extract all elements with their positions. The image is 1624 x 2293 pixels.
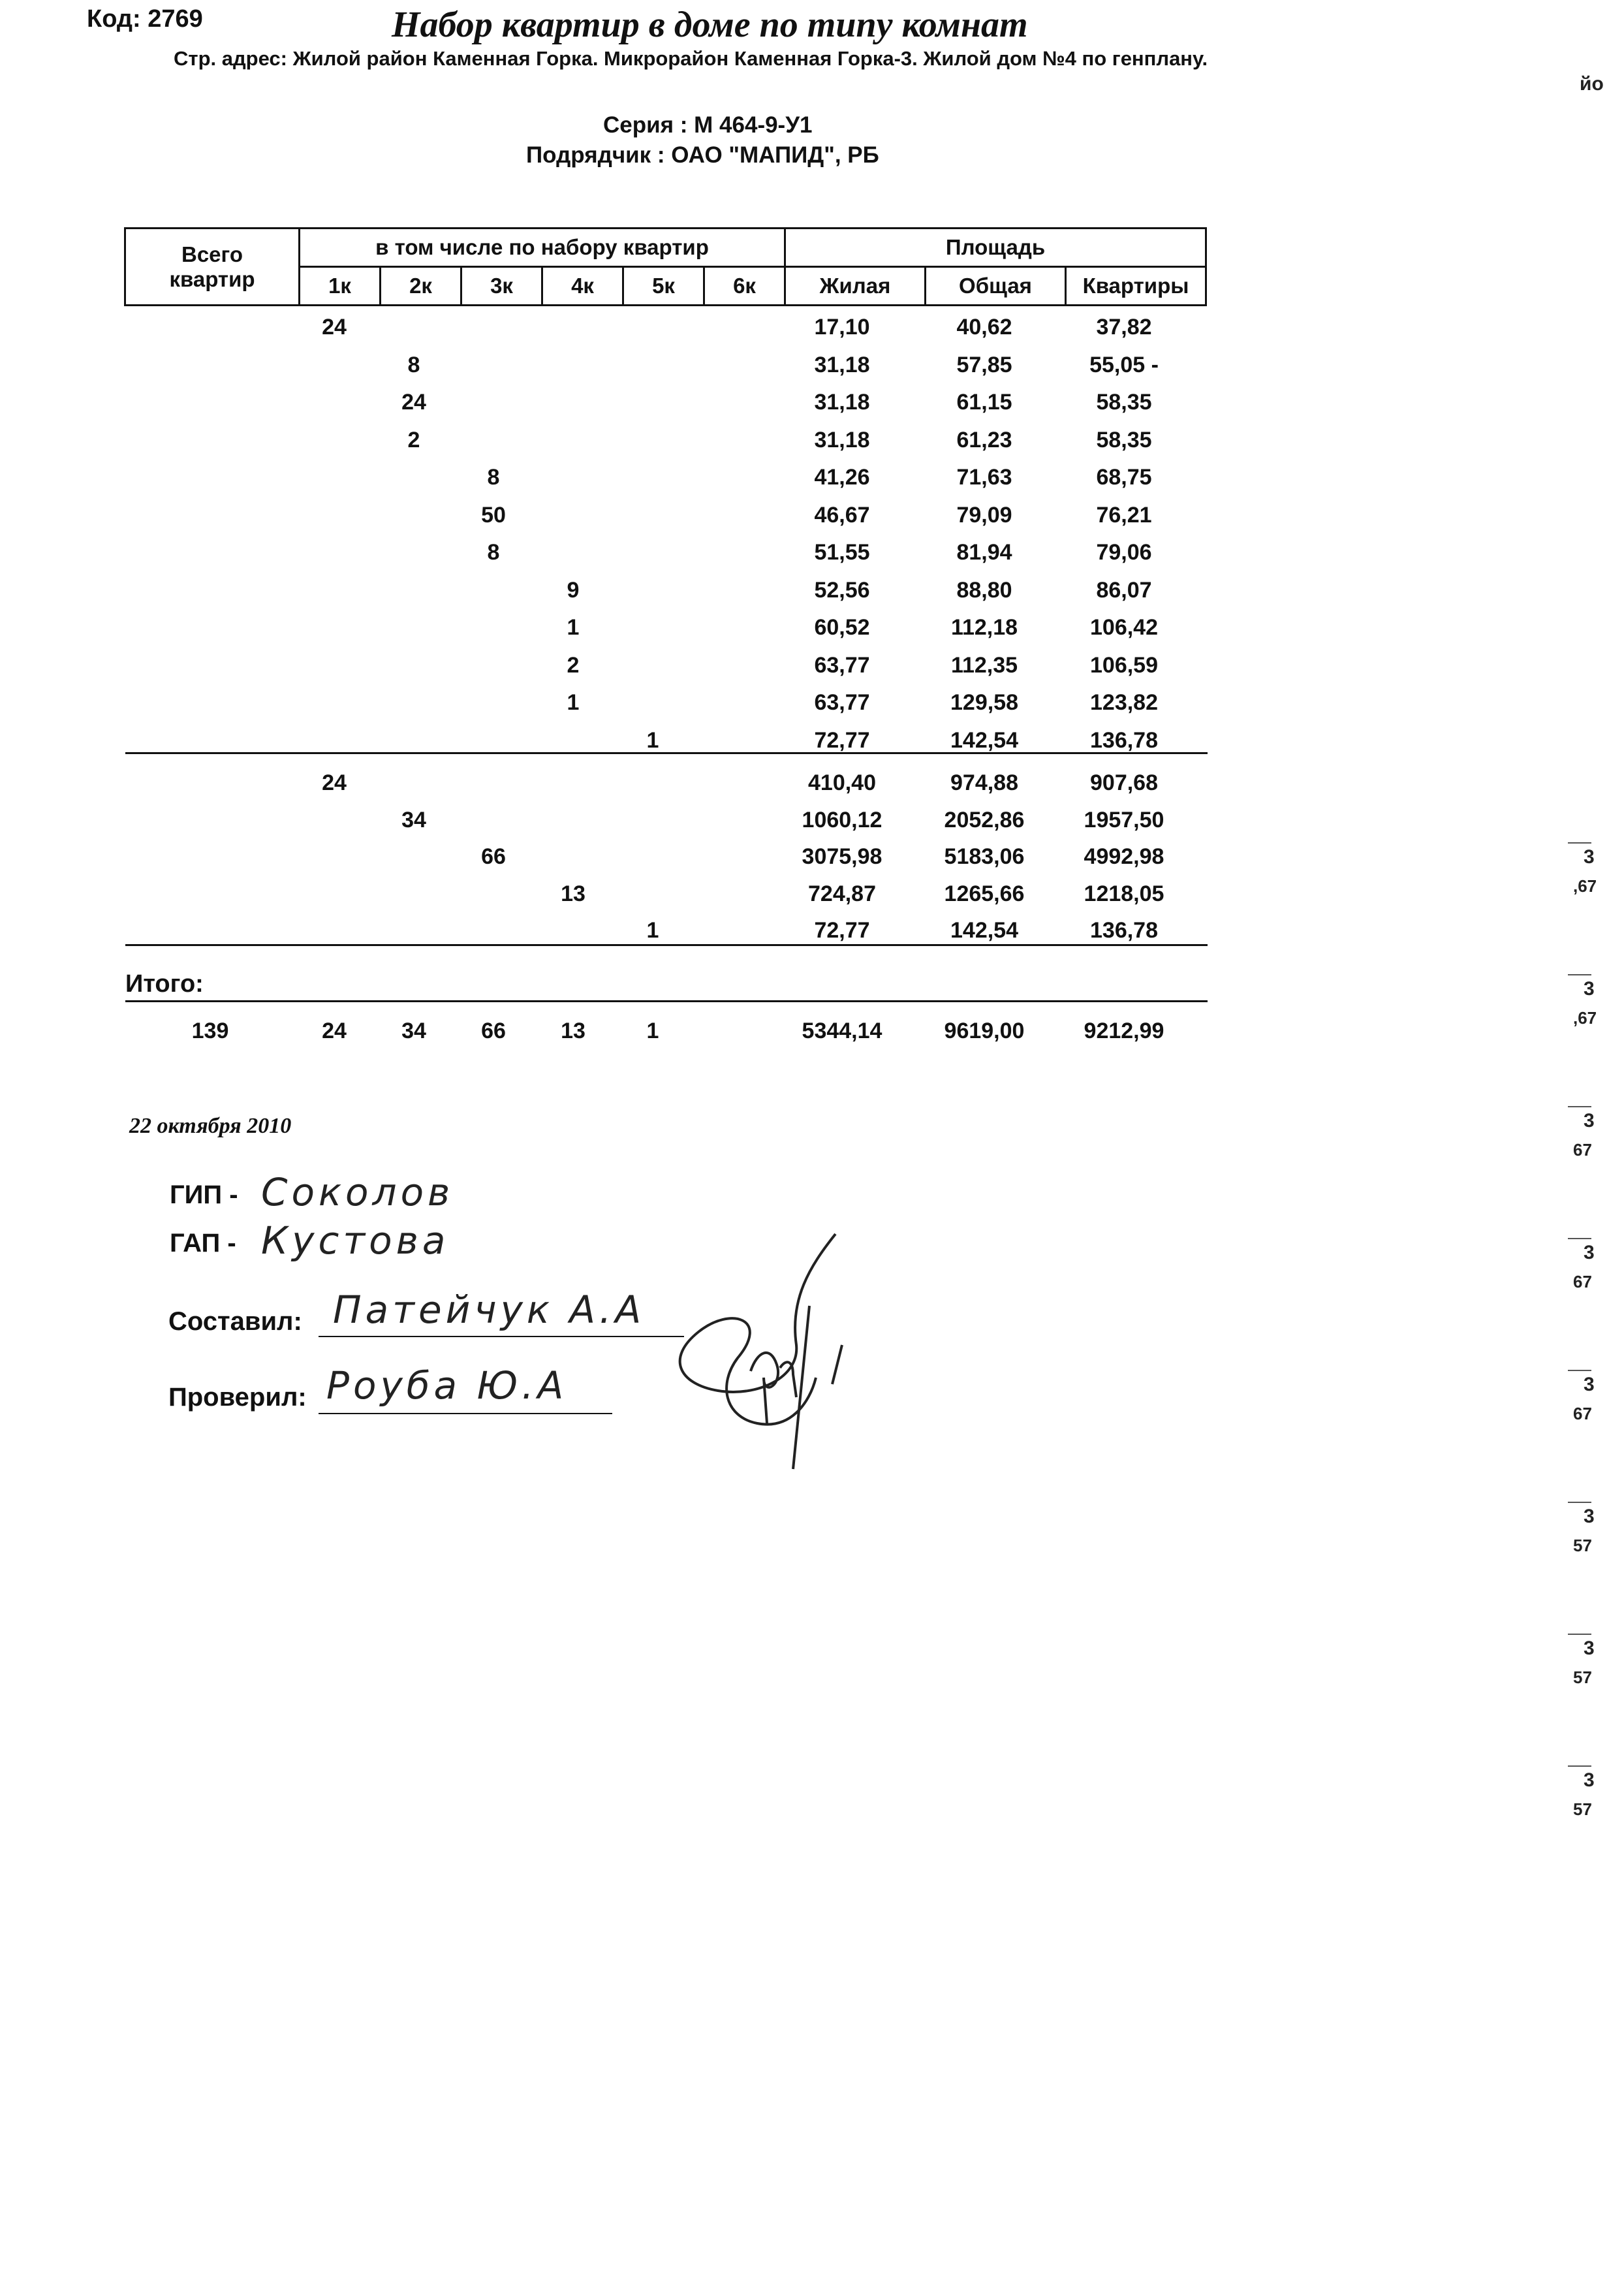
itogo-label: Итого: [125, 970, 204, 998]
edge-fragment: йо [1580, 73, 1604, 95]
checked-label: Проверил: [168, 1383, 307, 1412]
apt-area-cell: 58,35 [1096, 390, 1152, 415]
total-area-cell: 79,09 [956, 502, 1012, 528]
total-area-cell: 112,18 [950, 615, 1018, 640]
subtotal-count-cell: 66 [481, 844, 506, 869]
apt-area-cell: 58,35 [1096, 427, 1152, 452]
signature-line [319, 1336, 684, 1337]
row-count-cell: 2 [407, 427, 420, 452]
edge-fragment: 3 [1584, 1374, 1595, 1395]
apt-area-cell: 123,82 [1090, 690, 1158, 715]
subtotal-count-cell: 13 [561, 881, 586, 906]
subtotal-total-cell: 1265,66 [944, 881, 1025, 906]
subtotal-living-cell: 1060,12 [802, 807, 882, 832]
living-area-cell: 63,77 [814, 652, 870, 678]
contractor-line: Подрядчик : ОАО "МАПИД", РБ [526, 142, 879, 168]
area-col-header: Квартиры [1066, 267, 1206, 306]
gap-label: ГАП - [170, 1229, 236, 1257]
total-area-cell: 112,35 [950, 652, 1018, 678]
col-group-header: в том числе по набору квартир [300, 229, 785, 267]
room-col-header: 1к [300, 267, 381, 306]
edge-fragment: 3 [1584, 1242, 1595, 1263]
apt-area-cell: 79,06 [1096, 540, 1152, 565]
edge-fragment: 67 [1573, 1404, 1592, 1423]
row-count-cell: 1 [567, 690, 580, 715]
edge-fragment: 3 [1584, 978, 1595, 1000]
room-col-header: 3к [461, 267, 542, 306]
subtotal-apt-cell: 1957,50 [1084, 807, 1164, 832]
document-code: Код: 2769 [87, 5, 203, 33]
total-area-cell: 129,58 [950, 690, 1018, 715]
apt-area-cell: 68,75 [1096, 465, 1152, 490]
room-col-header: 5к [623, 267, 704, 306]
edge-fragment: 57 [1573, 1799, 1592, 1819]
row-count-cell: 2 [567, 652, 580, 678]
living-area-cell: 52,56 [814, 577, 870, 603]
subtotal-apt-cell: 4992,98 [1084, 844, 1164, 869]
col-total-header: Всего квартир [125, 229, 300, 306]
divider-line [125, 1000, 1208, 1002]
gip-name: Соколов [261, 1170, 454, 1214]
itogo-living-cell: 5344,14 [802, 1019, 882, 1043]
itogo-room-cell: 13 [561, 1019, 586, 1043]
living-area-cell: 31,18 [814, 352, 870, 377]
subtotal-living-cell: 724,87 [808, 881, 876, 906]
gip-label: ГИП - [170, 1180, 238, 1209]
total-area-cell: 57,85 [956, 352, 1012, 377]
total-area-cell: 71,63 [956, 465, 1012, 490]
subtotal-count-cell: 24 [322, 770, 347, 795]
area-col-header: Жилая [785, 267, 926, 306]
itogo-apt-cell: 9212,99 [1084, 1019, 1164, 1043]
row-count-cell: 1 [567, 615, 580, 640]
total-area-cell: 81,94 [956, 540, 1012, 565]
subtotal-total-cell: 142,54 [950, 918, 1018, 943]
living-area-cell: 31,18 [814, 427, 870, 452]
edge-fragment: 3 [1584, 1506, 1595, 1527]
itogo-room-cell: 24 [322, 1019, 347, 1043]
compiled-label: Составил: [168, 1307, 302, 1336]
edge-line [1568, 1370, 1591, 1371]
edge-fragment: ,67 [1573, 1008, 1597, 1028]
row-count-cell: 9 [567, 577, 580, 603]
col-area-header: Площадь [785, 229, 1206, 267]
subtotal-living-cell: 410,40 [808, 770, 876, 795]
subtotal-total-cell: 2052,86 [944, 807, 1025, 832]
apt-area-cell: 76,21 [1096, 502, 1152, 528]
total-area-cell: 61,15 [956, 390, 1012, 415]
subtotal-count-cell: 34 [401, 807, 426, 832]
area-col-header: Общая [926, 267, 1066, 306]
building-address: Стр. адрес: Жилой район Каменная Горка. Микрорайон Каменная Горка-3. Жилой дом №4 по генплану. [174, 47, 1208, 70]
living-area-cell: 72,77 [814, 727, 870, 753]
living-area-cell: 17,10 [814, 315, 870, 340]
subtotal-living-cell: 3075,98 [802, 844, 882, 869]
edge-fragment: ,67 [1573, 876, 1597, 896]
total-area-cell: 88,80 [956, 577, 1012, 603]
room-col-header: 4к [542, 267, 623, 306]
total-area-cell: 142,54 [950, 727, 1018, 753]
itogo-room-cell: 34 [401, 1019, 426, 1043]
edge-line [1568, 1634, 1591, 1635]
living-area-cell: 60,52 [814, 615, 870, 640]
document-title: Набор квартир в доме по типу комнат [392, 5, 1028, 45]
itogo-room-cell: 66 [481, 1019, 506, 1043]
room-col-header: 2к [381, 267, 461, 306]
subtotal-apt-cell: 136,78 [1090, 918, 1158, 943]
apt-area-cell: 86,07 [1096, 577, 1152, 603]
divider-line [125, 752, 1208, 754]
subtotal-total-cell: 974,88 [950, 770, 1018, 795]
living-area-cell: 46,67 [814, 502, 870, 528]
row-count-cell: 1 [646, 727, 659, 753]
itogo-total-cell: 139 [191, 1019, 229, 1043]
signature-line [319, 1413, 612, 1414]
apt-area-cell: 37,82 [1096, 315, 1152, 340]
checked-name: Роуба Ю.А [326, 1363, 568, 1408]
edge-line [1568, 1502, 1591, 1503]
edge-line [1568, 1765, 1591, 1767]
table-header [124, 227, 1207, 306]
apt-area-cell: 55,05 - [1089, 352, 1159, 377]
row-count-cell: 8 [487, 465, 500, 490]
edge-line [1568, 1106, 1591, 1107]
total-area-cell: 40,62 [956, 315, 1012, 340]
document-date: 22 октября 2010 [129, 1114, 292, 1138]
gap-name: Кустова [261, 1218, 450, 1263]
total-area-cell: 61,23 [956, 427, 1012, 452]
living-area-cell: 31,18 [814, 390, 870, 415]
handwritten-signature-icon [659, 1227, 875, 1502]
subtotal-apt-cell: 1218,05 [1084, 881, 1164, 906]
living-area-cell: 41,26 [814, 465, 870, 490]
edge-fragment: 67 [1573, 1272, 1592, 1291]
row-count-cell: 50 [481, 502, 506, 528]
subtotal-apt-cell: 907,68 [1090, 770, 1158, 795]
edge-line [1568, 1238, 1591, 1239]
edge-fragment: 3 [1584, 1637, 1595, 1659]
edge-fragment: 3 [1584, 1769, 1595, 1791]
divider-line [125, 944, 1208, 946]
apt-area-cell: 106,42 [1090, 615, 1158, 640]
edge-line [1568, 842, 1591, 844]
living-area-cell: 51,55 [814, 540, 870, 565]
itogo-total-area-cell: 9619,00 [944, 1019, 1025, 1043]
edge-fragment: 57 [1573, 1536, 1592, 1555]
row-count-cell: 8 [407, 352, 420, 377]
subtotal-living-cell: 72,77 [814, 918, 870, 943]
itogo-room-cell: 1 [646, 1019, 659, 1043]
room-col-header: 6к [704, 267, 785, 306]
edge-line [1568, 974, 1591, 975]
apt-area-cell: 136,78 [1090, 727, 1158, 753]
row-count-cell: 24 [322, 315, 347, 340]
edge-fragment: 67 [1573, 1140, 1592, 1160]
subtotal-count-cell: 1 [646, 918, 659, 943]
living-area-cell: 63,77 [814, 690, 870, 715]
compiled-name: Патейчук А.А [333, 1288, 646, 1332]
edge-fragment: 3 [1584, 1110, 1595, 1131]
row-count-cell: 8 [487, 540, 500, 565]
series-line: Серия : М 464-9-У1 [603, 112, 813, 138]
subtotal-total-cell: 5183,06 [944, 844, 1025, 869]
row-count-cell: 24 [401, 390, 426, 415]
edge-fragment: 57 [1573, 1668, 1592, 1687]
apt-area-cell: 106,59 [1090, 652, 1158, 678]
edge-fragment: 3 [1584, 846, 1595, 868]
